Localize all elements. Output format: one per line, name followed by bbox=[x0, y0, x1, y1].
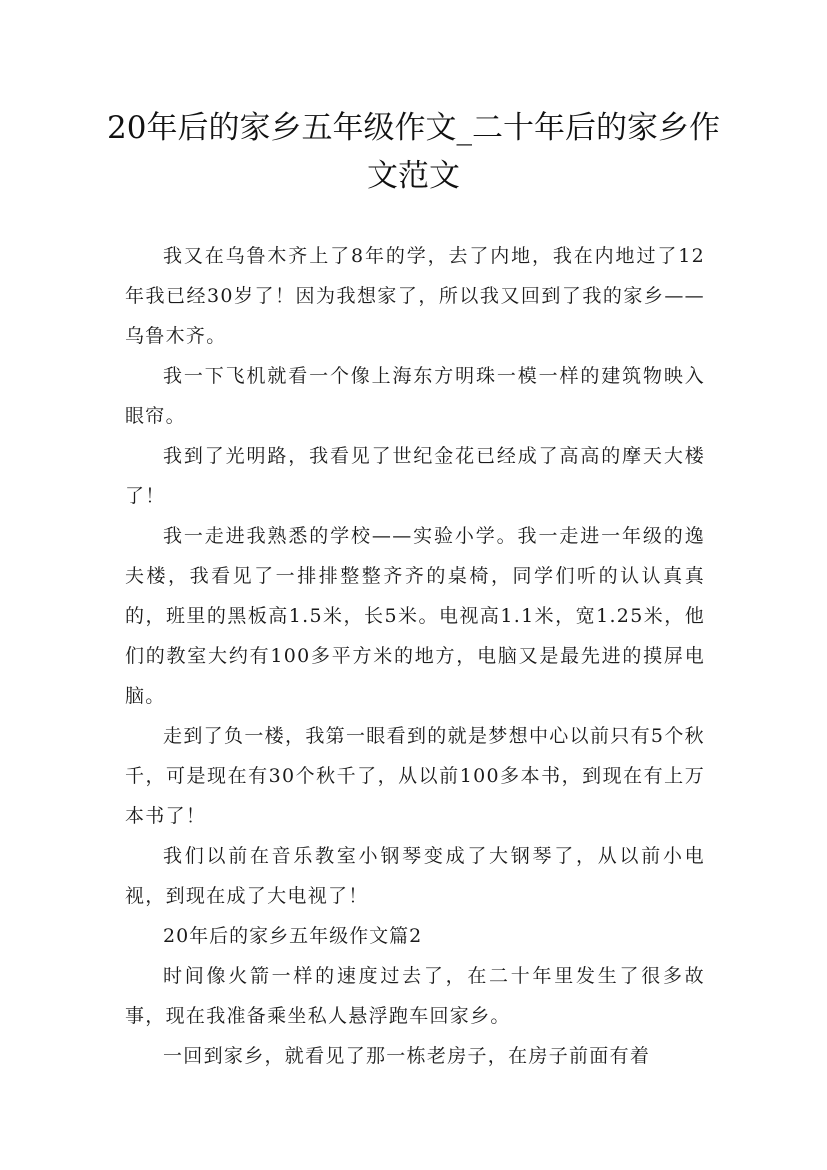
section-subheading: 20年后的家乡五年级作文篇2 bbox=[163, 925, 423, 947]
paragraph: 一回到家乡，就看见了那一栋老房子，在房子前面有着 bbox=[163, 1045, 651, 1067]
paragraph: 我们以前在音乐教室小钢琴变成了大钢琴了，从以前小电视，到现在成了大电视了！ bbox=[125, 845, 705, 907]
paragraph: 走到了负一楼，我第一眼看到的就是梦想中心以前只有5个秋千，可是现在有30个秋千了，从以前100多本书，到现在有上万本书了！ bbox=[125, 725, 705, 827]
document-body bbox=[125, 236, 705, 1076]
document-title: 20年后的家乡五年级作文_二十年后的家乡作文范文 bbox=[107, 110, 720, 194]
paragraph: 我一走进我熟悉的学校——实验小学。我一走进一年级的逸夫楼，我看见了一排排整整齐齐的桌椅，同学们听的认认真真的，班里的黑板高1.5米，长5米。电视高1.1米，宽1.25米，他们的教室大约有100多平方米的地方，电脑又是最先进的摸屏电脑。 bbox=[125, 525, 705, 707]
paragraph: 时间像火箭一样的速度过去了，在二十年里发生了很多故事，现在我准备乘坐私人悬浮跑车回家乡。 bbox=[125, 965, 705, 1027]
paragraph: 我到了光明路，我看见了世纪金花已经成了高高的摩天大楼了！ bbox=[125, 445, 705, 507]
paragraph: 我一下飞机就看一个像上海东方明珠一模一样的建筑物映入眼帘。 bbox=[125, 365, 705, 427]
paragraph: 我又在乌鲁木齐上了8年的学，去了内地，我在内地过了12年我已经30岁了！因为我想家了，所以我又回到了我的家乡——乌鲁木齐。 bbox=[125, 245, 705, 347]
